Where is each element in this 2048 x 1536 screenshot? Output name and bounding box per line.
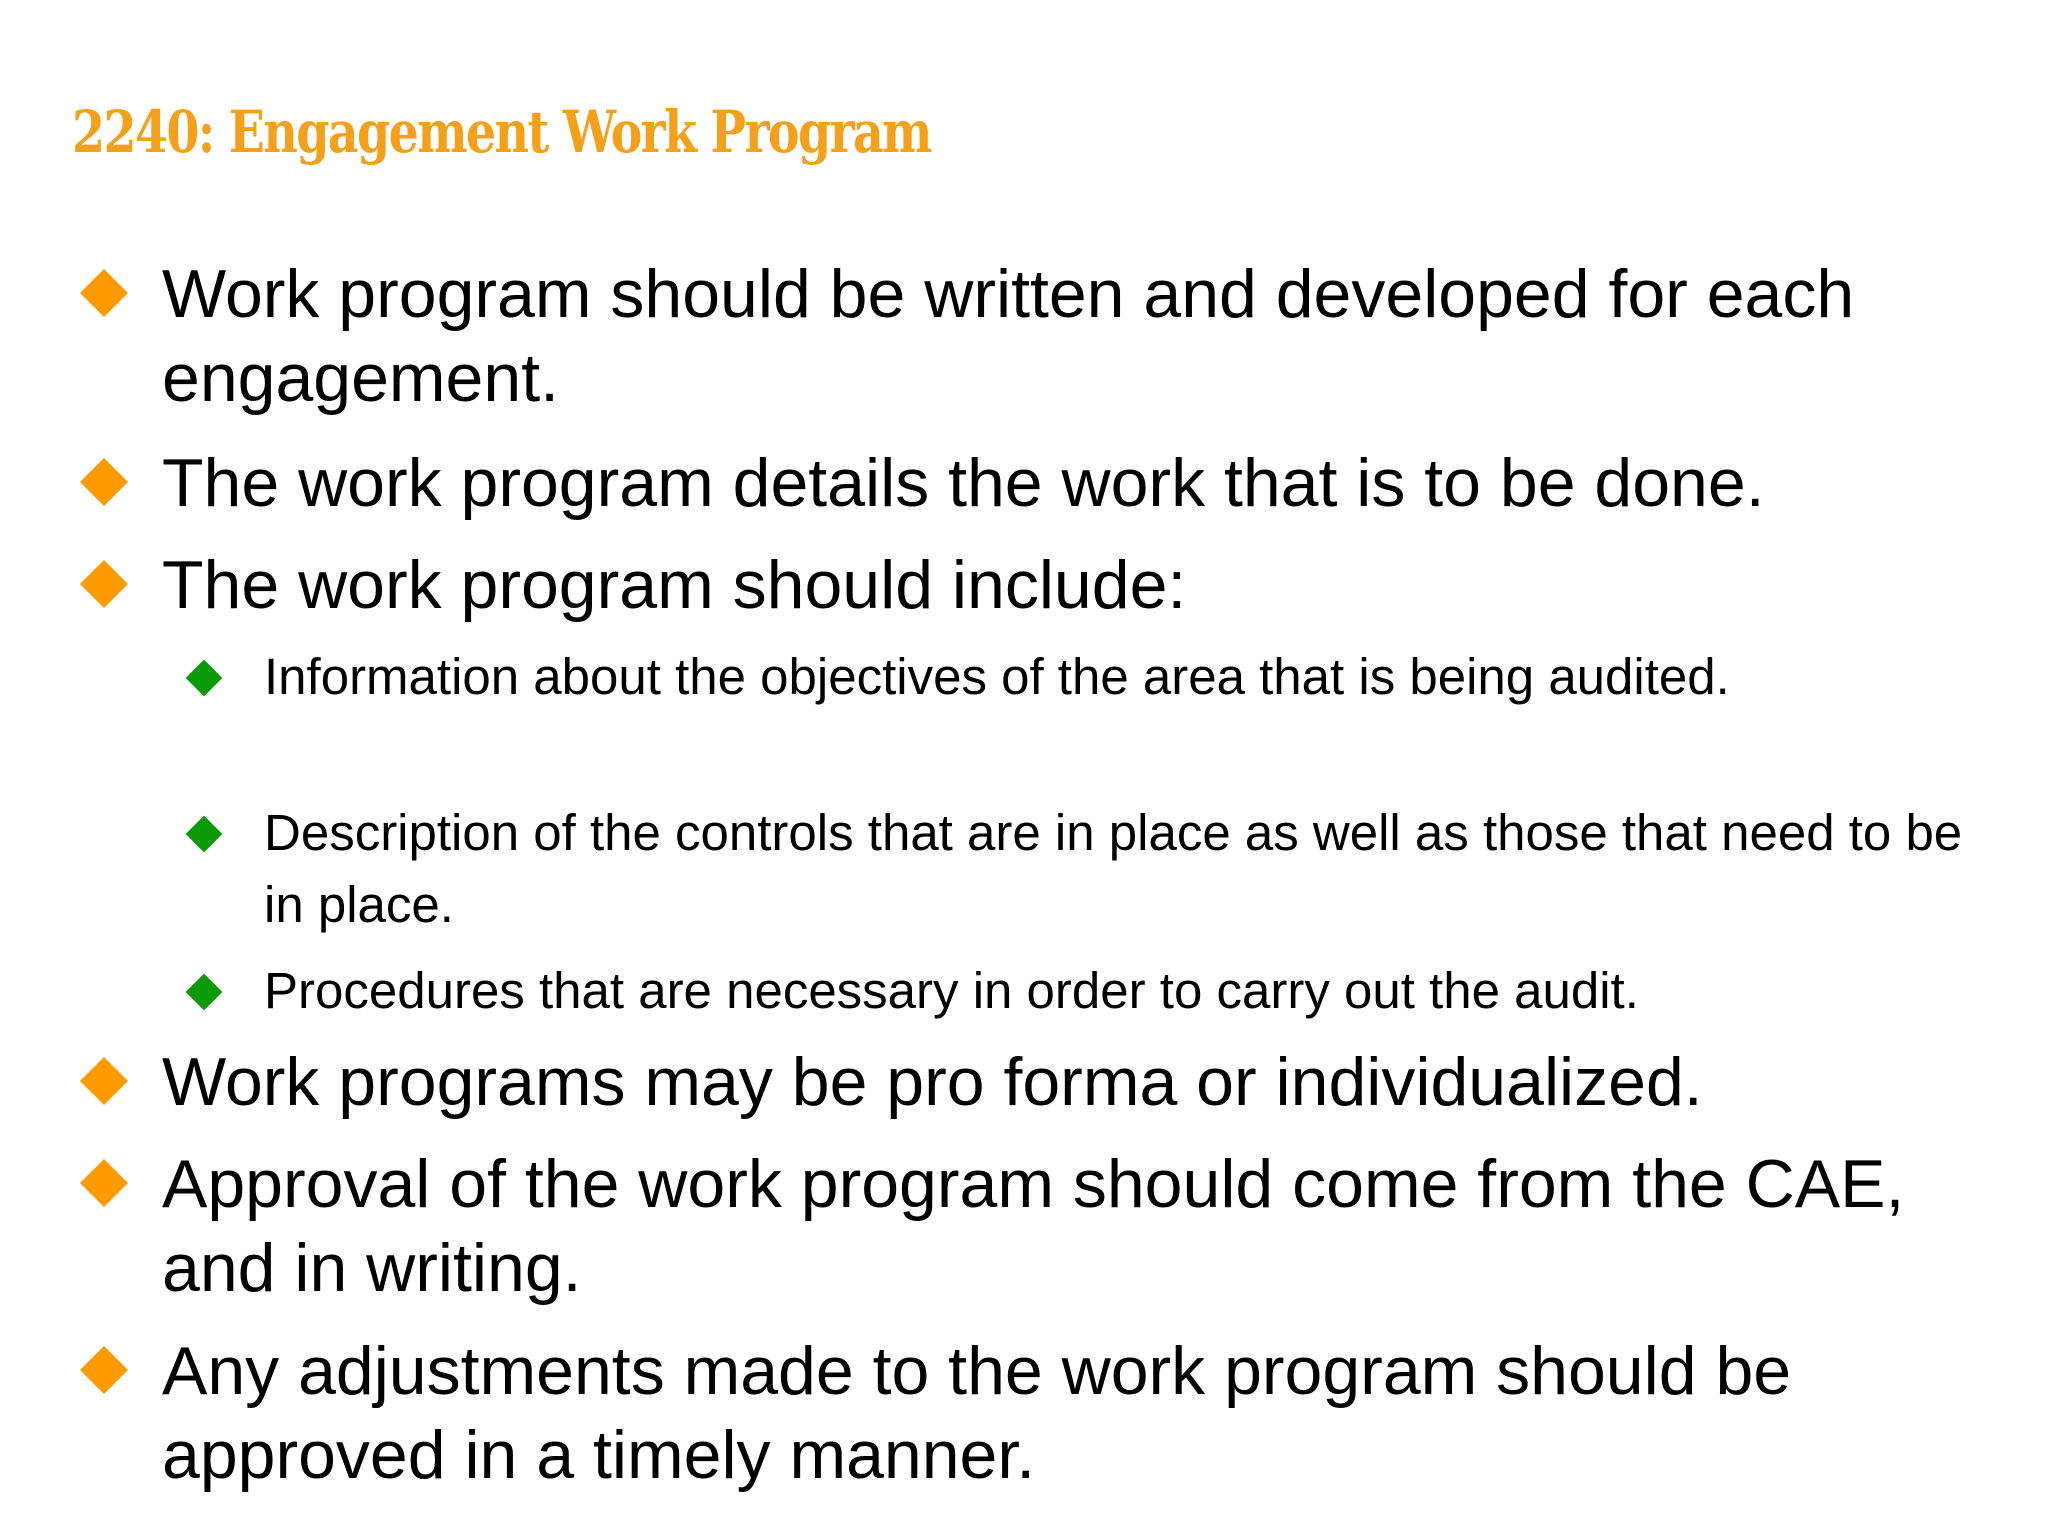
green-diamond-bullet-icon: [186, 660, 223, 697]
sub-bullet-item: Information about the objectives of the area that is being audited.: [264, 648, 1730, 705]
orange-diamond-bullet-icon: [80, 269, 128, 317]
orange-diamond-bullet-icon: [80, 1346, 128, 1394]
bullet-item: Approval of the work program should come from the CAE, and in writing.: [162, 1146, 1905, 1306]
bullet-item: Any adjustments made to the work program should be approved in a timely manner.: [162, 1333, 1792, 1493]
green-diamond-bullet-icon: [186, 816, 223, 853]
sub-bullet-item: Procedures that are necessary in order to carry out the audit.: [264, 962, 1639, 1019]
sub-bullet-item: Description of the controls that are in place as well as those that need to be in place.: [264, 804, 1963, 933]
bullet-item: Work programs may be pro forma or individualized.: [162, 1044, 1703, 1120]
orange-diamond-bullet-icon: [80, 458, 128, 506]
slide-title: 2240: Engagement Work Program: [72, 98, 931, 166]
bullet-item: Work program should be written and developed for each engagement.: [162, 256, 1855, 416]
green-diamond-bullet-icon: [186, 974, 223, 1011]
orange-diamond-bullet-icon: [80, 560, 128, 608]
orange-diamond-bullet-icon: [80, 1057, 128, 1105]
orange-diamond-bullet-icon: [80, 1159, 128, 1207]
bullet-item: The work program should include:: [162, 547, 1187, 623]
bullet-item: The work program details the work that is to be done.: [162, 445, 1765, 521]
